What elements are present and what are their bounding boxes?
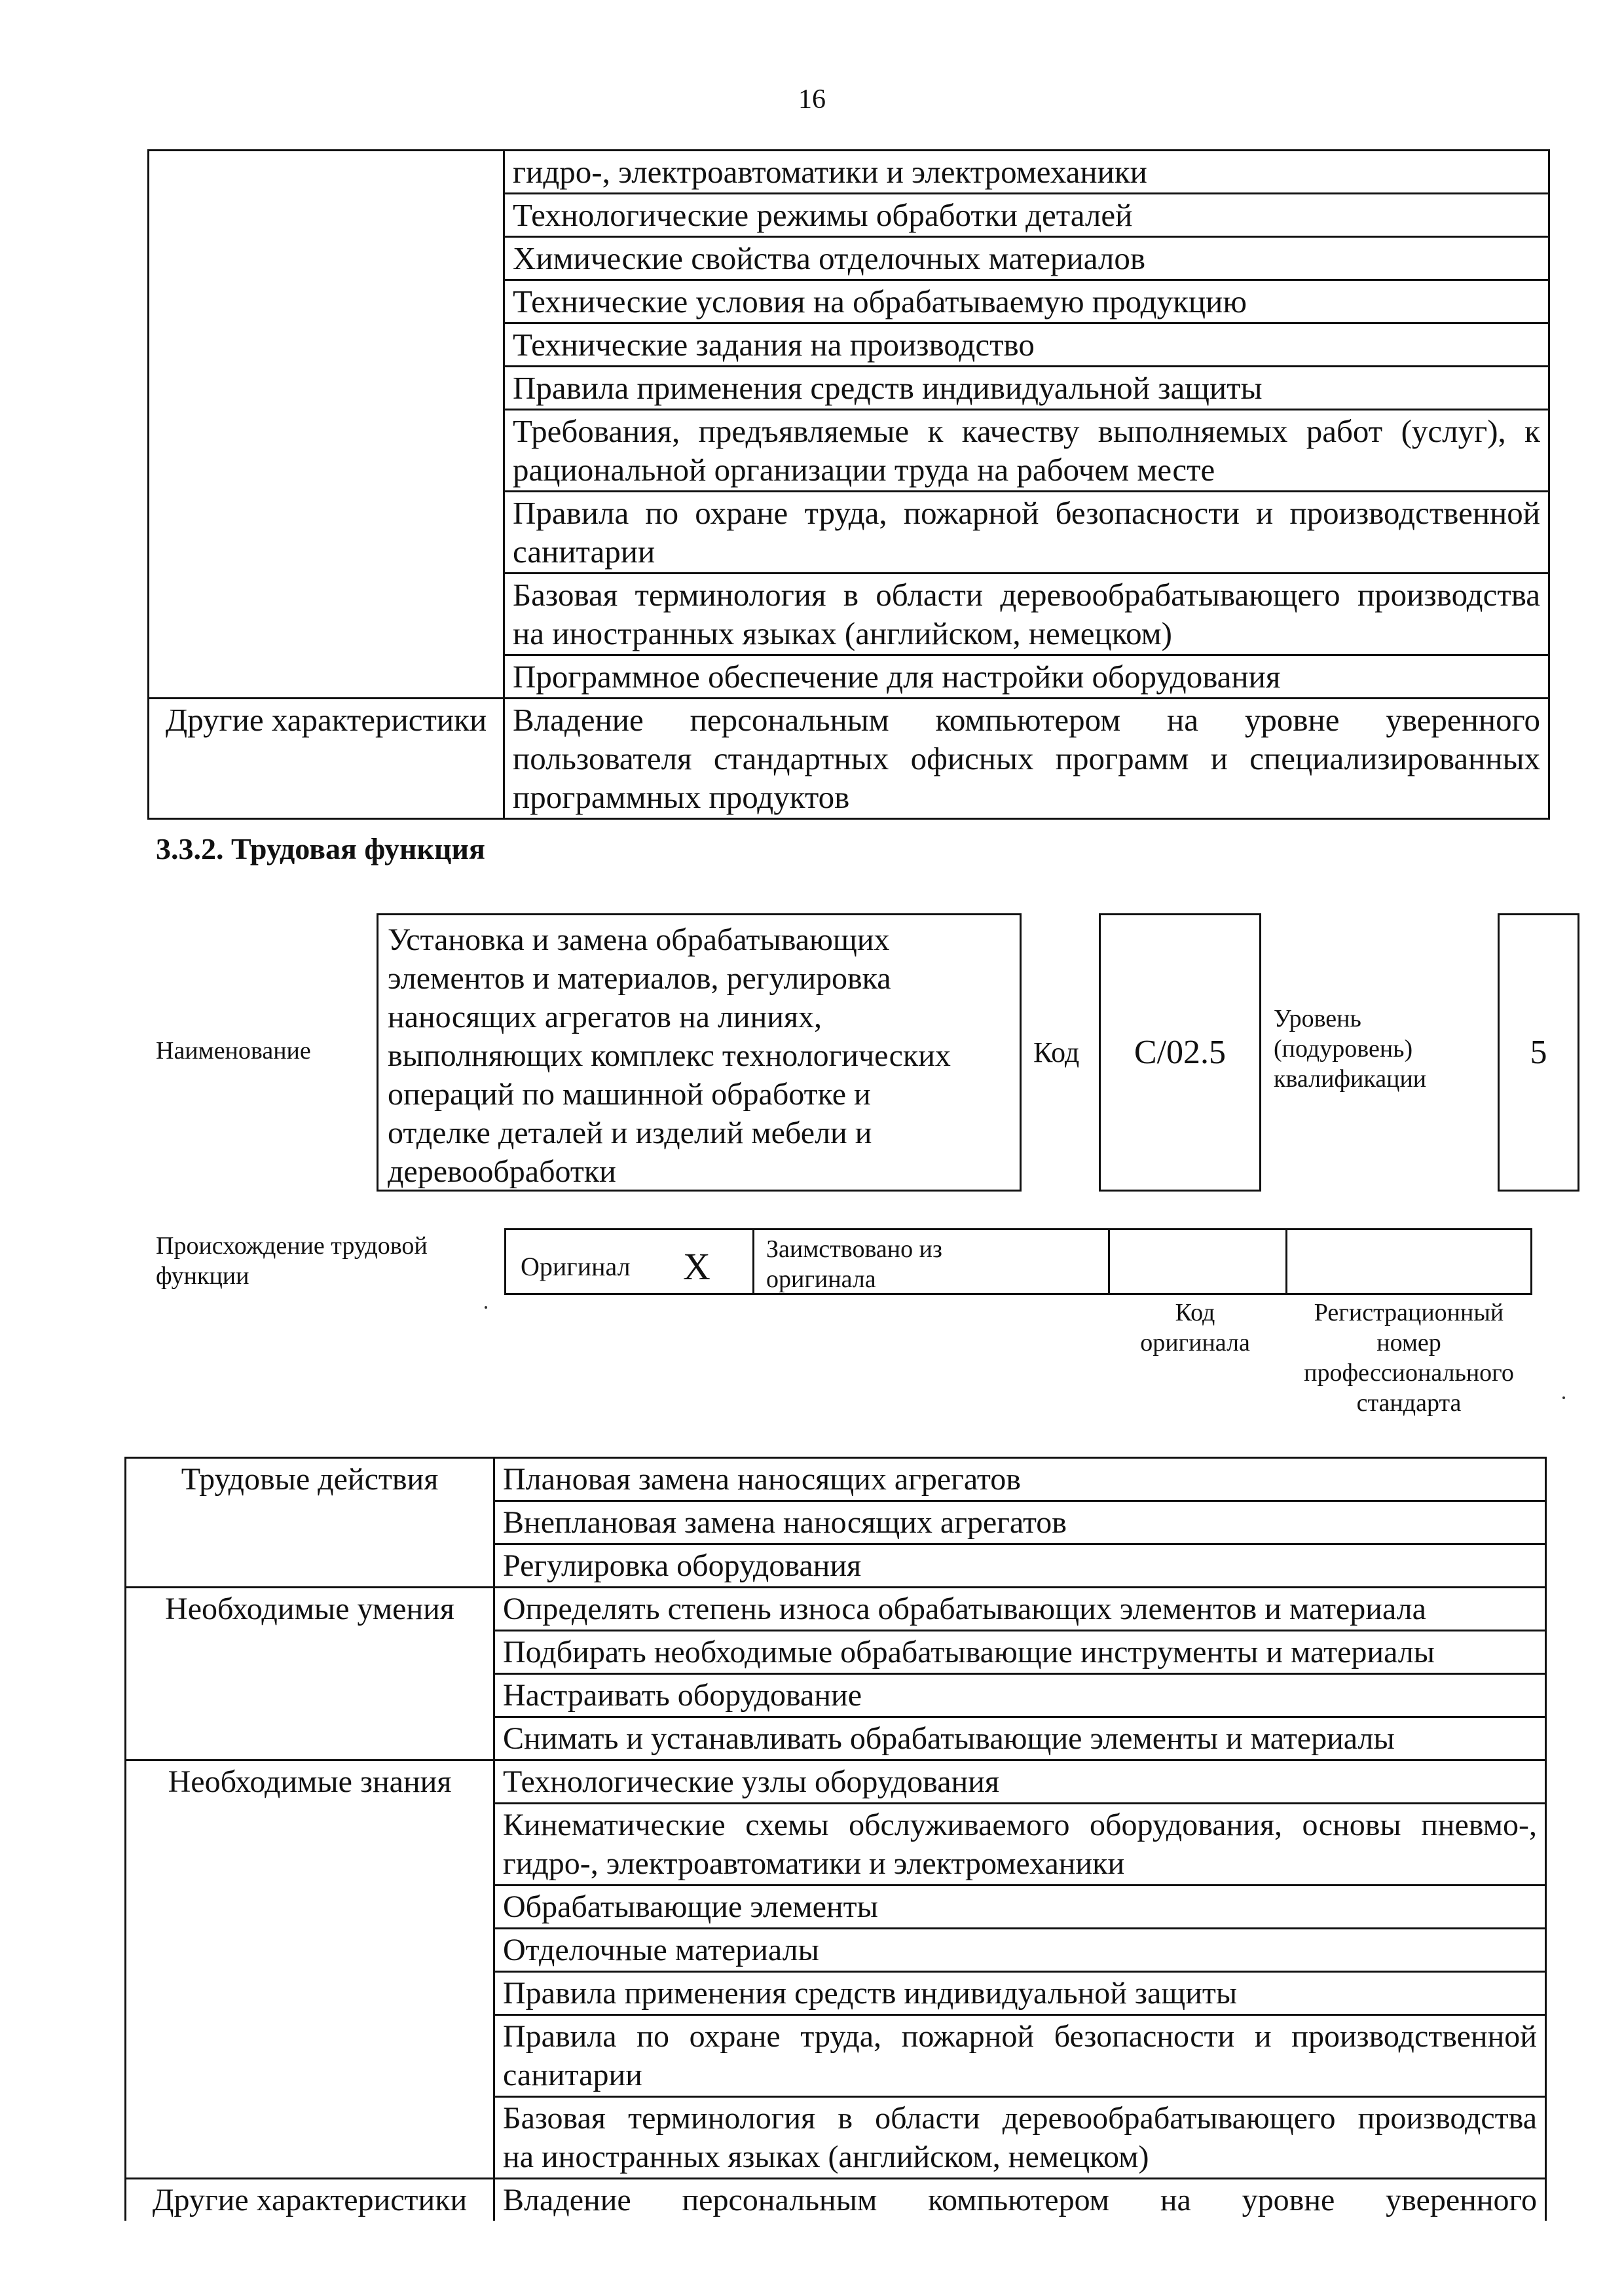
origin-strip [504,1228,1532,1295]
table-cell: Отделочные материалы [494,1929,1546,1972]
cell-line: санитарии [503,2058,642,2092]
knowledge-table-continued [147,149,1550,820]
caption-line: профессионального [1304,1359,1514,1387]
cell-line: Правила по охране труда, пожарной безопасности и производственной [503,2019,1537,2054]
code-box [1099,913,1261,1192]
original-label: Оригинал [521,1252,631,1281]
name-line: наносящих агрегатов на линиях, [388,1000,822,1034]
cell-line: Кинематические схемы обслуживаемого оборудования, основы пневмо-, [503,1808,1537,1842]
scan-speck [1562,1396,1565,1399]
table-cell: Технические условия на обрабатываемую продукцию [504,280,1549,323]
original-code-cell [1108,1228,1287,1295]
table-cell [504,699,1549,819]
table-cell: Технологические узлы оборудования [494,1760,1546,1804]
table-cell: Плановая замена наносящих агрегатов [494,1458,1546,1501]
table-cell: Правила применения средств индивидуальной защиты [494,1972,1546,2015]
skills-label: Необходимые умения [126,1588,494,1760]
caption-line: оригинала [1140,1329,1250,1357]
level-label-line: (подуровень) [1274,1035,1413,1063]
table-cell: Программное обеспечение для настройки оборудования [504,655,1549,699]
name-line: отделке деталей и изделий мебели и [388,1116,872,1150]
origin-label-line: функции [156,1262,249,1290]
name-line: операций по машинной обработке и [388,1077,871,1112]
borrowed-label-line: Заимствовано из [766,1235,942,1263]
table-cell [494,2179,1546,2221]
level-box [1498,913,1579,1192]
cell-line: Требования, предъявляемые к качеству выполняемых работ (услуг), к [513,413,1540,449]
table-cell: Регулировка оборудования [494,1544,1546,1588]
original-cell [504,1228,754,1295]
level-label [1274,1004,1426,1094]
code-label: Код [1033,1036,1080,1068]
table-cell [494,1804,1546,1886]
function-name-box [377,913,1022,1192]
table-cell: Химические свойства отделочных материалов [504,237,1549,280]
table-cell: Подбирать необходимые обрабатывающие инструменты и материалы [494,1631,1546,1674]
table-cell: Правила применения средств индивидуальной защиты [504,367,1549,410]
table-row [126,1458,1546,1501]
original-code-caption [1107,1298,1283,1358]
table-row [126,2179,1546,2221]
section-title: 3.3.2. Трудовая функция [156,832,485,866]
origin-label-line: Происхождение трудовой [156,1232,428,1260]
table-cell [504,574,1549,655]
knowledge-label: Необходимые знания [126,1760,494,2179]
table-row [126,1588,1546,1631]
name-line: элементов и материалов, регулировка [388,961,891,996]
cell-line: на иностранных языках (английском, немецком) [503,2140,1149,2174]
cell-line: гидро-, электроавтоматики и электромеханики [503,1846,1125,1881]
table-row [149,151,1549,194]
level-value: 5 [1530,1034,1547,1071]
name-label: Наименование [156,1037,311,1065]
table-cell: Настраивать оборудование [494,1674,1546,1717]
table-cell [494,2015,1546,2097]
other-characteristics-label: Другие характеристики [149,699,504,819]
table-cell: Технологические режимы обработки деталей [504,194,1549,237]
table-cell: Определять степень износа обрабатывающих элементов и материала [494,1588,1546,1631]
cell-line: Владение персональным компьютером на уровне уверенного [503,2183,1537,2217]
registration-number-caption [1285,1298,1532,1418]
table-cell: гидро-, электроавтоматики и электромеханики [504,151,1549,194]
cell-line: Владение персональным компьютером на уровне уверенного [513,702,1540,738]
function-details-table [124,1457,1547,2221]
name-line: выполняющих комплекс технологических [388,1038,951,1073]
table-cell [504,410,1549,492]
table-cell: Технические задания на производство [504,323,1549,367]
scan-speck [485,1306,487,1309]
registration-number-cell [1285,1228,1532,1295]
table-cell: Снимать и устанавливать обрабатывающие элементы и материалы [494,1717,1546,1760]
cell-line: Базовая терминология в области деревообрабатывающего производства [513,577,1540,613]
name-line: Установка и замена обрабатывающих [388,922,890,957]
original-mark: X [683,1245,710,1288]
name-line: деревообработки [388,1154,616,1189]
table-cell [504,492,1549,574]
cell-line: программных продуктов [513,779,850,815]
cell-line: Правила по охране труда, пожарной безопасности и производственной [513,495,1540,531]
cell-line: санитарии [513,534,655,570]
table-row [126,1760,1546,1804]
row-group-label-empty [149,151,504,699]
page-number: 16 [798,84,826,115]
borrowed-cell [752,1228,1110,1295]
origin-label [156,1231,428,1291]
table-row [149,699,1549,819]
table-cell: Обрабатывающие элементы [494,1886,1546,1929]
level-label-line: квалификации [1274,1065,1427,1093]
cell-line: пользователя стандартных офисных программ и специализированных [513,740,1540,776]
caption-line: Регистрационный [1314,1299,1504,1326]
cell-line: на иностранных языках (английском, немецком) [513,615,1172,651]
caption-line: стандарта [1356,1389,1462,1417]
table-cell [494,2097,1546,2179]
caption-line: Код [1175,1299,1215,1326]
borrowed-label [766,1234,942,1294]
other-characteristics-label: Другие характеристики [126,2179,494,2221]
code-value: C/02.5 [1134,1034,1227,1071]
borrowed-label-line: оригинала [766,1266,876,1293]
level-label-line: Уровень [1274,1005,1361,1032]
cell-line: рациональной организации труда на рабочем месте [513,452,1215,488]
table-cell: Внеплановая замена наносящих агрегатов [494,1501,1546,1544]
actions-label: Трудовые действия [126,1458,494,1588]
cell-line: Базовая терминология в области деревообрабатывающего производства [503,2101,1537,2136]
caption-line: номер [1376,1329,1441,1357]
